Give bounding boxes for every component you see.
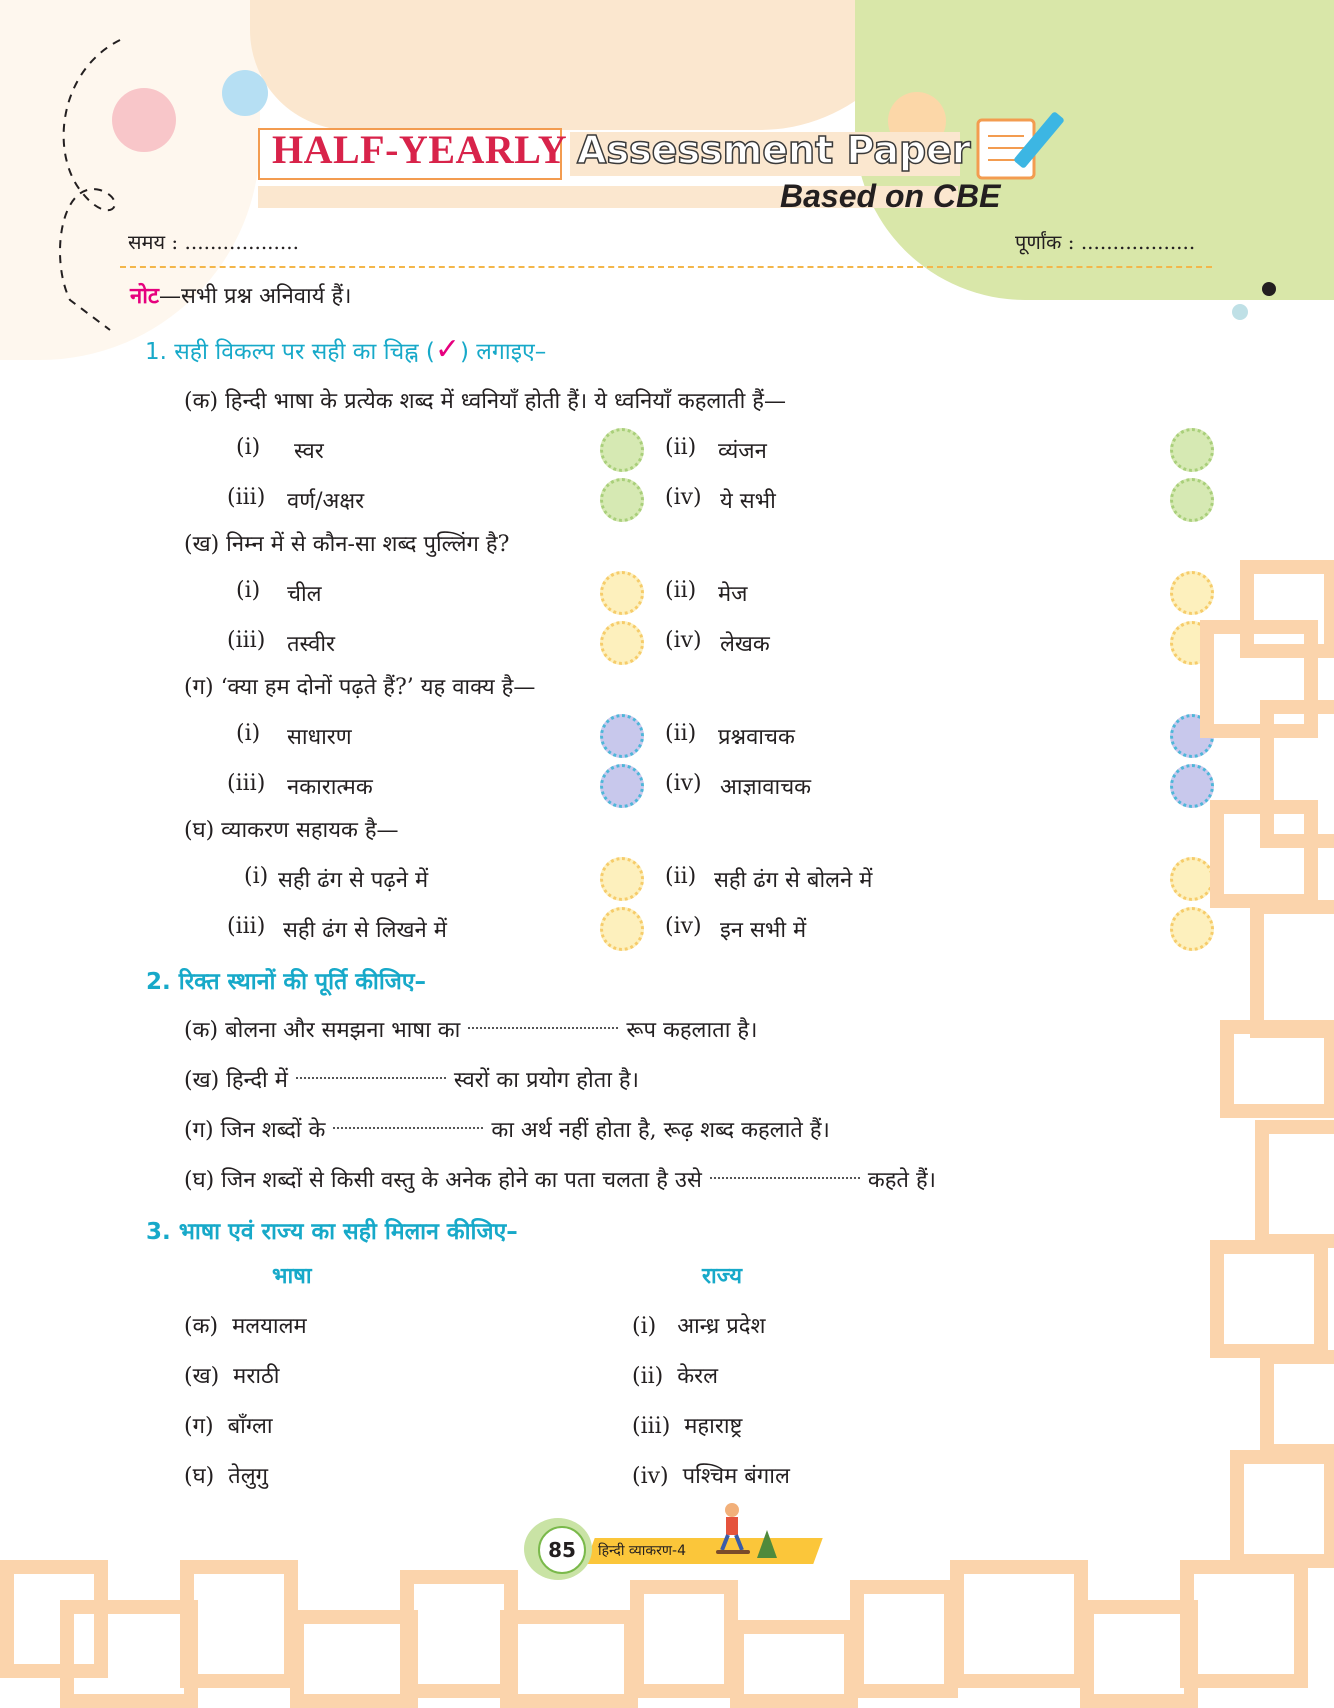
fill-blank[interactable] <box>296 1077 446 1079</box>
answer-circle[interactable] <box>1170 857 1214 901</box>
fill-blank[interactable] <box>333 1127 483 1129</box>
option-label: (iii) <box>227 914 266 939</box>
item-text: बाँग्ला <box>227 1414 273 1439</box>
book-title: हिन्दी व्याकरण-4 <box>598 1543 686 1559</box>
option-text: चील <box>287 582 322 607</box>
q1-heading-pre: 1. सही विकल्प पर सही का चिह्न ( <box>145 339 435 365</box>
answer-circle[interactable] <box>600 764 644 808</box>
option-label: (i) <box>236 578 261 603</box>
item-text: ‘क्या हम दोनों पढ़ते हैं?’ यह वाक्य है— <box>220 675 536 700</box>
fill-blank[interactable] <box>710 1177 860 1179</box>
match-right-item <box>632 1310 765 1340</box>
fill-item <box>184 1114 830 1144</box>
q3-heading: 3. भाषा एवं राज्य का सही मिलान कीजिए– <box>146 1219 518 1245</box>
option-label: (ii) <box>665 578 697 603</box>
item-label: (i) <box>632 1314 657 1339</box>
q1-item-ga <box>184 671 535 701</box>
decor-dot-teal <box>1232 304 1248 320</box>
note-text: —सभी प्रश्न अनिवार्य हैं। <box>159 284 352 309</box>
item-label: (ग) <box>184 675 214 700</box>
decor-square <box>730 1620 858 1708</box>
q2-heading: 2. रिक्त स्थानों की पूर्ति कीजिए– <box>146 969 427 995</box>
item-label: (क) <box>184 1314 219 1339</box>
item-text: महाराष्ट्र <box>684 1414 743 1439</box>
option-label: (ii) <box>665 721 697 746</box>
option-label: (iv) <box>665 914 702 939</box>
decor-square <box>1230 1450 1334 1568</box>
option-label: (i) <box>236 721 261 746</box>
title-assessment-paper: Assessment Paper <box>577 128 971 172</box>
option-text: लेखक <box>720 632 770 657</box>
item-text: तेलुगु <box>228 1464 269 1489</box>
option-label: (iv) <box>665 485 702 510</box>
match-right-item <box>632 1410 742 1440</box>
item-label: (घ) <box>184 818 215 843</box>
note <box>130 280 352 310</box>
option-text: व्यंजन <box>718 439 767 464</box>
item-label: (ख) <box>184 1364 220 1389</box>
option-label: (iii) <box>227 771 266 796</box>
answer-circle[interactable] <box>1170 571 1214 615</box>
decor-dashed-swirl <box>40 30 130 340</box>
marks-field: पूर्णांक : .................. <box>1015 230 1196 254</box>
item-before: जिन शब्दों से किसी वस्तु के अनेक होने का पता चलता है उसे <box>221 1168 702 1193</box>
fill-blank[interactable] <box>468 1027 618 1029</box>
match-left-item <box>184 1310 307 1340</box>
decor-square <box>850 1580 958 1698</box>
answer-circle[interactable] <box>600 857 644 901</box>
answer-circle[interactable] <box>1170 764 1214 808</box>
decor-dot-black <box>1262 282 1276 296</box>
q1-item-ka <box>184 385 786 415</box>
item-after: का अर्थ नहीं होता है, रूढ़ शब्द कहलाते हैं। <box>491 1118 830 1143</box>
match-right-item <box>632 1460 790 1490</box>
q1-item-gha <box>184 814 399 844</box>
decor-square <box>180 1560 298 1688</box>
item-after: स्वरों का प्रयोग होता है। <box>453 1068 639 1093</box>
item-label: (घ) <box>184 1464 215 1489</box>
item-text: आन्ध्र प्रदेश <box>677 1314 766 1339</box>
item-label: (ख) <box>184 1068 220 1093</box>
item-before: हिन्दी में <box>226 1068 288 1093</box>
answer-circle[interactable] <box>1170 478 1214 522</box>
option-label: (iv) <box>665 771 702 796</box>
fill-item <box>184 1014 757 1044</box>
answer-circle[interactable] <box>600 621 644 665</box>
item-after: कहते हैं। <box>867 1168 936 1193</box>
option-text: सही ढंग से पढ़ने में <box>278 868 429 893</box>
option-label: (ii) <box>665 435 697 460</box>
q1-heading <box>145 332 546 367</box>
answer-circle[interactable] <box>1170 428 1214 472</box>
option-text: स्वर <box>294 439 324 464</box>
option-text: सही ढंग से लिखने में <box>283 918 447 943</box>
option-text: मेज <box>718 582 748 607</box>
option-text: ये सभी <box>720 489 776 514</box>
option-text: तस्वीर <box>287 632 336 657</box>
decor-square <box>1255 1120 1334 1248</box>
option-label: (i) <box>236 435 261 460</box>
item-before: बोलना और समझना भाषा का <box>225 1018 461 1043</box>
subtitle: Based on CBE <box>780 178 1001 214</box>
option-text: इन सभी में <box>720 918 807 943</box>
item-text: व्याकरण सहायक है— <box>221 818 399 843</box>
column-heading-language: भाषा <box>272 1264 312 1289</box>
decor-square <box>1210 800 1318 908</box>
option-text: साधारण <box>287 725 352 750</box>
answer-circle[interactable] <box>600 478 644 522</box>
decor-square <box>500 1610 638 1708</box>
decor-square <box>60 1600 198 1708</box>
decor-square <box>1250 900 1334 1038</box>
decor-circle-blue <box>222 70 268 116</box>
match-right-item <box>632 1360 718 1390</box>
option-label: (i) <box>244 864 269 889</box>
item-label: (क) <box>184 1018 219 1043</box>
match-left-item <box>184 1360 280 1390</box>
notepad-pencil-icon <box>968 106 1078 186</box>
item-label: (ii) <box>632 1364 664 1389</box>
page-number: 85 <box>538 1526 586 1574</box>
answer-circle[interactable] <box>600 907 644 951</box>
column-heading-state: राज्य <box>702 1264 743 1289</box>
item-text: हिन्दी भाषा के प्रत्येक शब्द में ध्वनियाँ होती हैं। ये ध्वनियाँ कहलाती हैं— <box>225 389 786 414</box>
fill-item <box>184 1164 936 1194</box>
decor-square <box>1220 1020 1334 1118</box>
option-text: प्रश्नवाचक <box>718 725 795 750</box>
decor-square <box>630 1580 738 1698</box>
item-label: (घ) <box>184 1168 215 1193</box>
answer-circle[interactable] <box>1170 907 1214 951</box>
match-left-item <box>184 1460 268 1490</box>
decor-square <box>1260 1350 1334 1458</box>
item-label: (ख) <box>184 532 220 557</box>
item-label: (क) <box>184 389 219 414</box>
item-before: जिन शब्दों के <box>220 1118 326 1143</box>
item-after: रूप कहलाता है। <box>626 1018 758 1043</box>
q1-item-kha <box>184 528 509 558</box>
option-label: (iv) <box>665 628 702 653</box>
skateboarder-icon <box>712 1500 782 1562</box>
answer-circle[interactable] <box>600 428 644 472</box>
time-field: समय : .................. <box>128 230 299 254</box>
divider <box>120 266 1212 268</box>
note-label: नोट <box>130 283 159 309</box>
option-text: नकारात्मक <box>287 775 373 800</box>
item-text: मराठी <box>233 1364 280 1389</box>
q1-heading-post: ) लगाइए– <box>459 339 547 365</box>
option-text: वर्ण/अक्षर <box>287 489 365 514</box>
decor-square <box>1180 1560 1308 1688</box>
option-label: (iii) <box>227 485 266 510</box>
option-label: (ii) <box>665 864 697 889</box>
item-text: पश्चिम बंगाल <box>682 1464 790 1489</box>
decor-square <box>1210 1240 1328 1358</box>
option-text: सही ढंग से बोलने में <box>714 868 873 893</box>
item-label: (iii) <box>632 1414 671 1439</box>
title-half-yearly: HALF-YEARLY <box>272 127 568 172</box>
decor-square <box>290 1610 418 1708</box>
option-text: आज्ञावाचक <box>720 775 812 800</box>
tick-icon: ✓ <box>434 332 460 367</box>
answer-circle[interactable] <box>600 714 644 758</box>
answer-circle[interactable] <box>600 571 644 615</box>
background-blob-peach <box>250 0 930 130</box>
item-text: निम्न में से कौन-सा शब्द पुल्लिंग है? <box>226 532 510 557</box>
item-label: (iv) <box>632 1464 669 1489</box>
fill-item <box>184 1064 639 1094</box>
item-label: (ग) <box>184 1414 214 1439</box>
item-text: केरल <box>677 1364 719 1389</box>
item-label: (ग) <box>184 1118 214 1143</box>
decor-square <box>950 1560 1088 1688</box>
item-text: मलयालम <box>232 1314 307 1339</box>
option-label: (iii) <box>227 628 266 653</box>
match-left-item <box>184 1410 273 1440</box>
